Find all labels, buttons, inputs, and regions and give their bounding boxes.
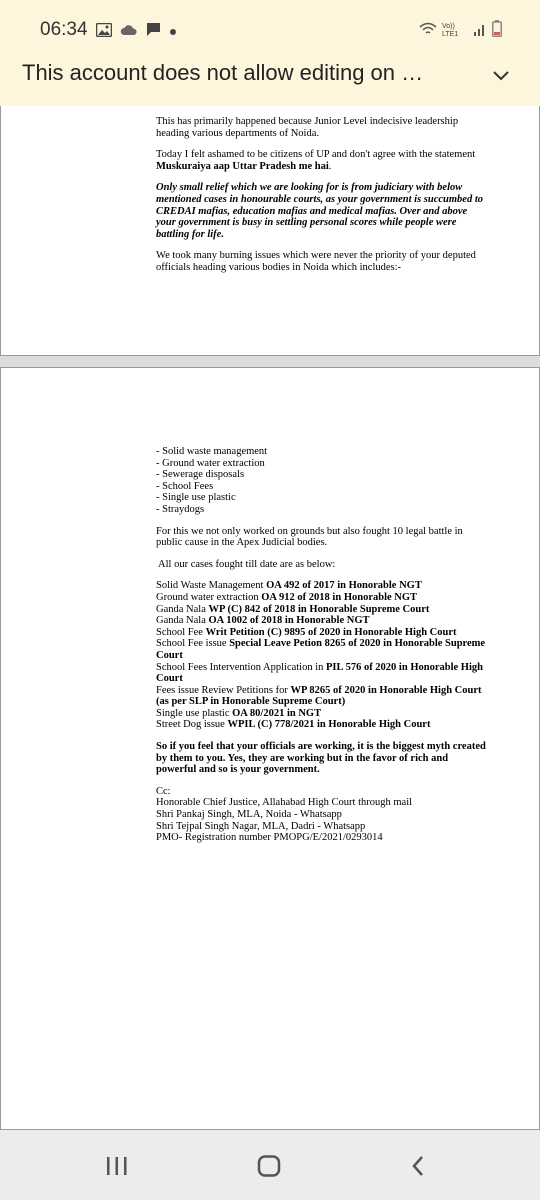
case-reference: WP 8265 of 2020 in Honorable High Court (as per SLP in Honorable Supreme Court) <box>156 684 482 708</box>
network-label: Vo)) LTE1 <box>442 23 459 38</box>
case-topic: Solid Waste Management <box>156 580 267 592</box>
paragraph-issues-intro: We took many burning issues which were never the priority of your deputed officials heading various bodies in Noida which includes:- <box>156 250 476 273</box>
cc-recipient: PMO- Registration number PMOPG/E/2021/0293014 <box>156 832 383 844</box>
case-item <box>156 627 457 638</box>
recents-icon[interactable] <box>105 1156 129 1181</box>
case-reference: OA 1002 of 2018 in Honorable NGT <box>208 615 370 627</box>
status-bar <box>0 0 540 40</box>
signal-icon <box>473 22 487 41</box>
issue-item: - Straydogs <box>156 503 205 515</box>
case-topic: School Fees Intervention Application in <box>156 661 327 673</box>
cc-label: Cc: <box>156 785 171 797</box>
issue-item: - Single use plastic <box>156 492 236 504</box>
slogan-text: Muskuraiya aap Uttar Pradesh me hai <box>156 160 329 172</box>
paragraph-legal-battles: For this we not only worked on grounds but also fought 10 legal battle in public cause in the Apex Judicial bodies. <box>156 525 463 549</box>
notification-icons <box>96 22 177 42</box>
back-icon[interactable] <box>410 1155 426 1182</box>
battery-icon <box>492 20 502 42</box>
system-icons <box>419 20 502 42</box>
issue-item: - School Fees <box>156 480 214 492</box>
case-item <box>156 604 429 615</box>
paragraph-relief: Only small relief which we are looking for is from judiciary with below mentioned cases in honourable courts, as your government is succumbed to CREDAI mafias, education mafias and medical mafias. Over and above your government is busy in settling personal scores while people were battling for life. <box>156 182 483 240</box>
navigation-bar <box>0 1130 540 1200</box>
dot-icon <box>169 23 177 41</box>
case-reference: OA 80/2021 in NGT <box>232 707 322 719</box>
page2-content <box>156 446 486 854</box>
wifi-icon <box>419 22 437 41</box>
cc-recipient: Shri Pankaj Singh, MLA, Noida - Whatsapp <box>156 809 342 821</box>
case-topic: Ganda Nala <box>156 615 209 627</box>
cc-recipient: Shri Tejpal Singh Nagar, MLA, Dadri - Whatsapp <box>156 820 366 832</box>
issue-item: - Ground water extraction <box>156 457 265 469</box>
paragraph-ashamed-text: Today I felt ashamed to be citizens of UP and don't agree with the statement <box>156 149 476 161</box>
case-topic: Single use plastic <box>156 707 233 719</box>
banner-message: This account does not allow editing on … <box>22 60 424 85</box>
case-topic: Fees issue Review Petitions for <box>156 684 291 696</box>
case-reference: PIL 576 of 2020 in Honorable High Court <box>156 661 483 685</box>
case-item <box>156 580 422 591</box>
paragraph-cases-intro: All our cases fought till date are as below: <box>156 558 336 570</box>
case-reference: Writ Petition (C) 9895 of 2020 in Honorable High Court <box>205 626 457 638</box>
case-topic: Ganda Nala <box>156 603 209 615</box>
case-topic: Street Dog issue <box>156 719 228 731</box>
case-reference: Special Leave Petion 8265 of 2020 in Honorable Supreme Court <box>156 638 486 661</box>
case-item <box>156 638 485 661</box>
case-topic: School Fee <box>156 626 206 638</box>
case-topic: School Fee issue <box>156 638 230 650</box>
page1-content <box>156 116 486 284</box>
cloud-icon <box>120 23 138 41</box>
case-reference: OA 492 of 2017 in Honorable NGT <box>266 580 422 592</box>
status-time: 06:34 <box>40 19 88 40</box>
issues-list <box>156 446 486 516</box>
case-reference: WP (C) 842 of 2018 in Honorable Supreme Court <box>208 603 430 615</box>
case-item <box>156 592 417 603</box>
period-text: . <box>328 160 332 172</box>
chevron-down-icon[interactable] <box>490 64 512 86</box>
cases-list <box>156 580 486 731</box>
case-reference: WPIL (C) 778/2021 in Honorable High Court <box>227 719 431 731</box>
cc-block <box>156 786 486 844</box>
issue-item: - Solid waste management <box>156 446 268 457</box>
case-item <box>156 615 370 626</box>
paragraph-ashamed <box>156 149 486 172</box>
paragraph-leadership: This has primarily happened because Junior Level indecisive leadership heading various departments of Noida. <box>156 116 459 139</box>
case-item <box>156 708 321 719</box>
case-item <box>156 685 482 708</box>
document-page-2 <box>0 367 540 1130</box>
case-item <box>156 662 483 685</box>
issue-item: - Sewerage disposals <box>156 469 245 481</box>
image-icon <box>96 23 112 42</box>
message-icon <box>146 22 161 42</box>
read-only-banner[interactable] <box>0 40 540 107</box>
home-icon[interactable] <box>257 1155 281 1182</box>
case-topic: Ground water extraction <box>156 591 262 603</box>
case-item <box>156 719 430 730</box>
paragraph-closing: So if you feel that your officials are working, it is the biggest myth created by them to you. Yes, they are working but in the favor of rich and powerful and so is your government. <box>156 741 486 776</box>
case-reference: OA 912 of 2018 in Honorable NGT <box>261 591 418 603</box>
document-page-1 <box>0 106 540 356</box>
cc-recipient: Honorable Chief Justice, Allahabad High Court through mail <box>156 797 413 809</box>
